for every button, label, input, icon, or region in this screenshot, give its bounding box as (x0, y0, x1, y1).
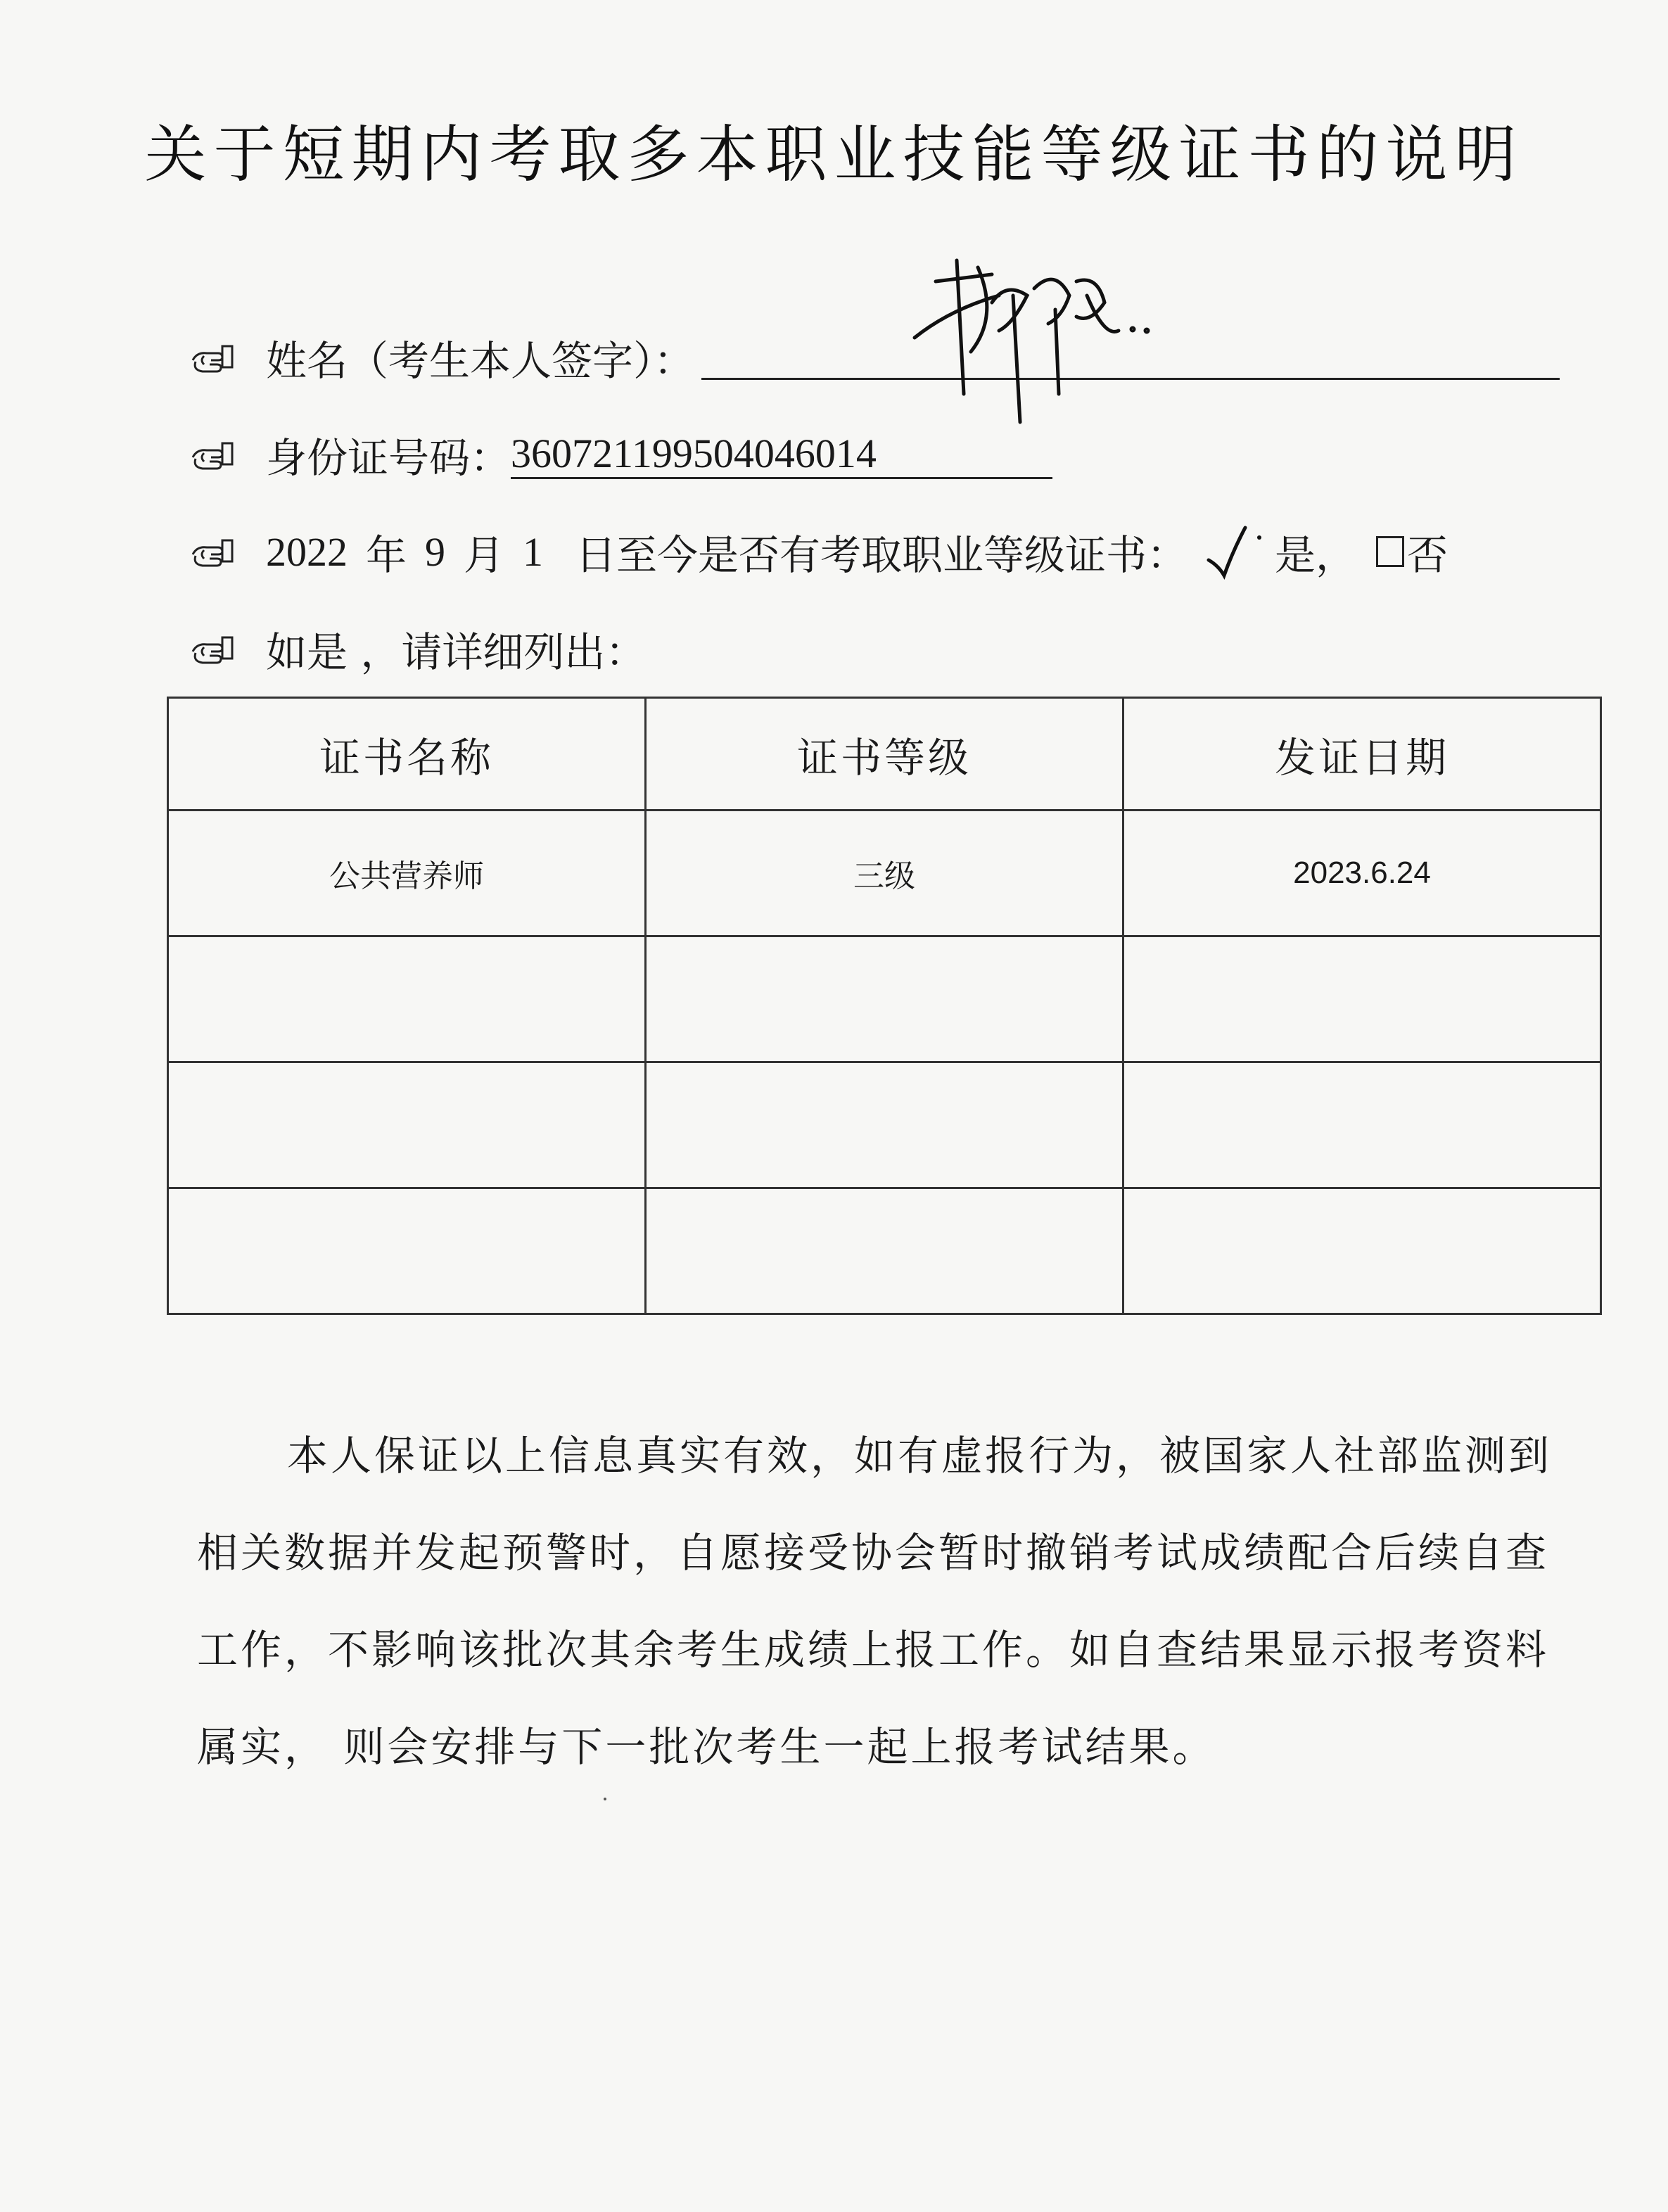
table-row (168, 1062, 1601, 1188)
pledge-paragraph: 本人保证以上信息真实有效，如有虚报行为，被国家人社部监测到相关数据并发起预警时，自愿接受协会暂时撤销考试成绩配合后续自查工作，不影响该批次其余考生成绩上报工作。如自查结果显示报考资料属实， 则会安排与下一批次考生一起上报考试结果。 (197, 1432, 1553, 1771)
id-number: 360721199504046014 (511, 430, 1052, 479)
id-label: 身份证号码： (266, 434, 511, 482)
name-label: 姓名（考生本人签字）： (266, 337, 695, 385)
header-cert-name: 证书名称 (168, 698, 646, 811)
no-checkbox[interactable] (1376, 536, 1404, 567)
question-text: 日至今是否有考取职业等级证书： (575, 531, 1188, 579)
handwritten-signature (908, 253, 1175, 429)
cell-cert-name[interactable] (168, 1188, 646, 1314)
since-year: 2022 (266, 528, 348, 575)
id-row (190, 426, 1052, 483)
cell-cert-name: 公共营养师 (168, 811, 646, 936)
header-cert-level: 证书等级 (646, 698, 1123, 811)
cell-cert-level[interactable] (646, 936, 1123, 1062)
pointing-hand-icon (190, 533, 235, 570)
cell-cert-name[interactable] (168, 936, 646, 1062)
details-label: 如是 ，请详细列出： (266, 628, 647, 676)
header-issue-date: 发证日期 (1123, 698, 1601, 811)
cell-issue-date[interactable] (1123, 1188, 1601, 1314)
details-row (190, 621, 646, 677)
table-row (168, 936, 1601, 1062)
certificate-question-row (190, 523, 1448, 580)
cell-cert-name[interactable] (168, 1062, 646, 1188)
cell-issue-date[interactable] (1123, 936, 1601, 1062)
document-title: 关于短期内考取多本职业技能等级证书的说明 (144, 118, 1524, 191)
table-row (168, 811, 1601, 936)
cell-issue-date[interactable] (1123, 1062, 1601, 1188)
month-unit: 月 (464, 531, 505, 579)
cell-cert-level: 三级 (646, 811, 1123, 936)
name-row (190, 329, 1560, 386)
table-row (168, 1188, 1601, 1314)
cell-cert-level[interactable] (646, 1062, 1123, 1188)
table-header-row (168, 698, 1601, 811)
certificate-table (167, 697, 1602, 1315)
pointing-hand-icon (190, 630, 235, 667)
pointing-hand-icon (190, 436, 235, 473)
no-option: 否 (1407, 531, 1449, 579)
cell-cert-level[interactable] (646, 1188, 1123, 1314)
since-month: 9 (425, 528, 446, 575)
pointing-hand-icon (190, 339, 235, 376)
since-day: 1 (523, 528, 544, 575)
yes-option: 是， (1275, 531, 1357, 579)
checkmark-icon[interactable] (1204, 523, 1268, 580)
cell-issue-date: 2023.6.24 (1123, 811, 1601, 936)
stray-dot (604, 1798, 606, 1800)
year-unit: 年 (366, 531, 407, 579)
